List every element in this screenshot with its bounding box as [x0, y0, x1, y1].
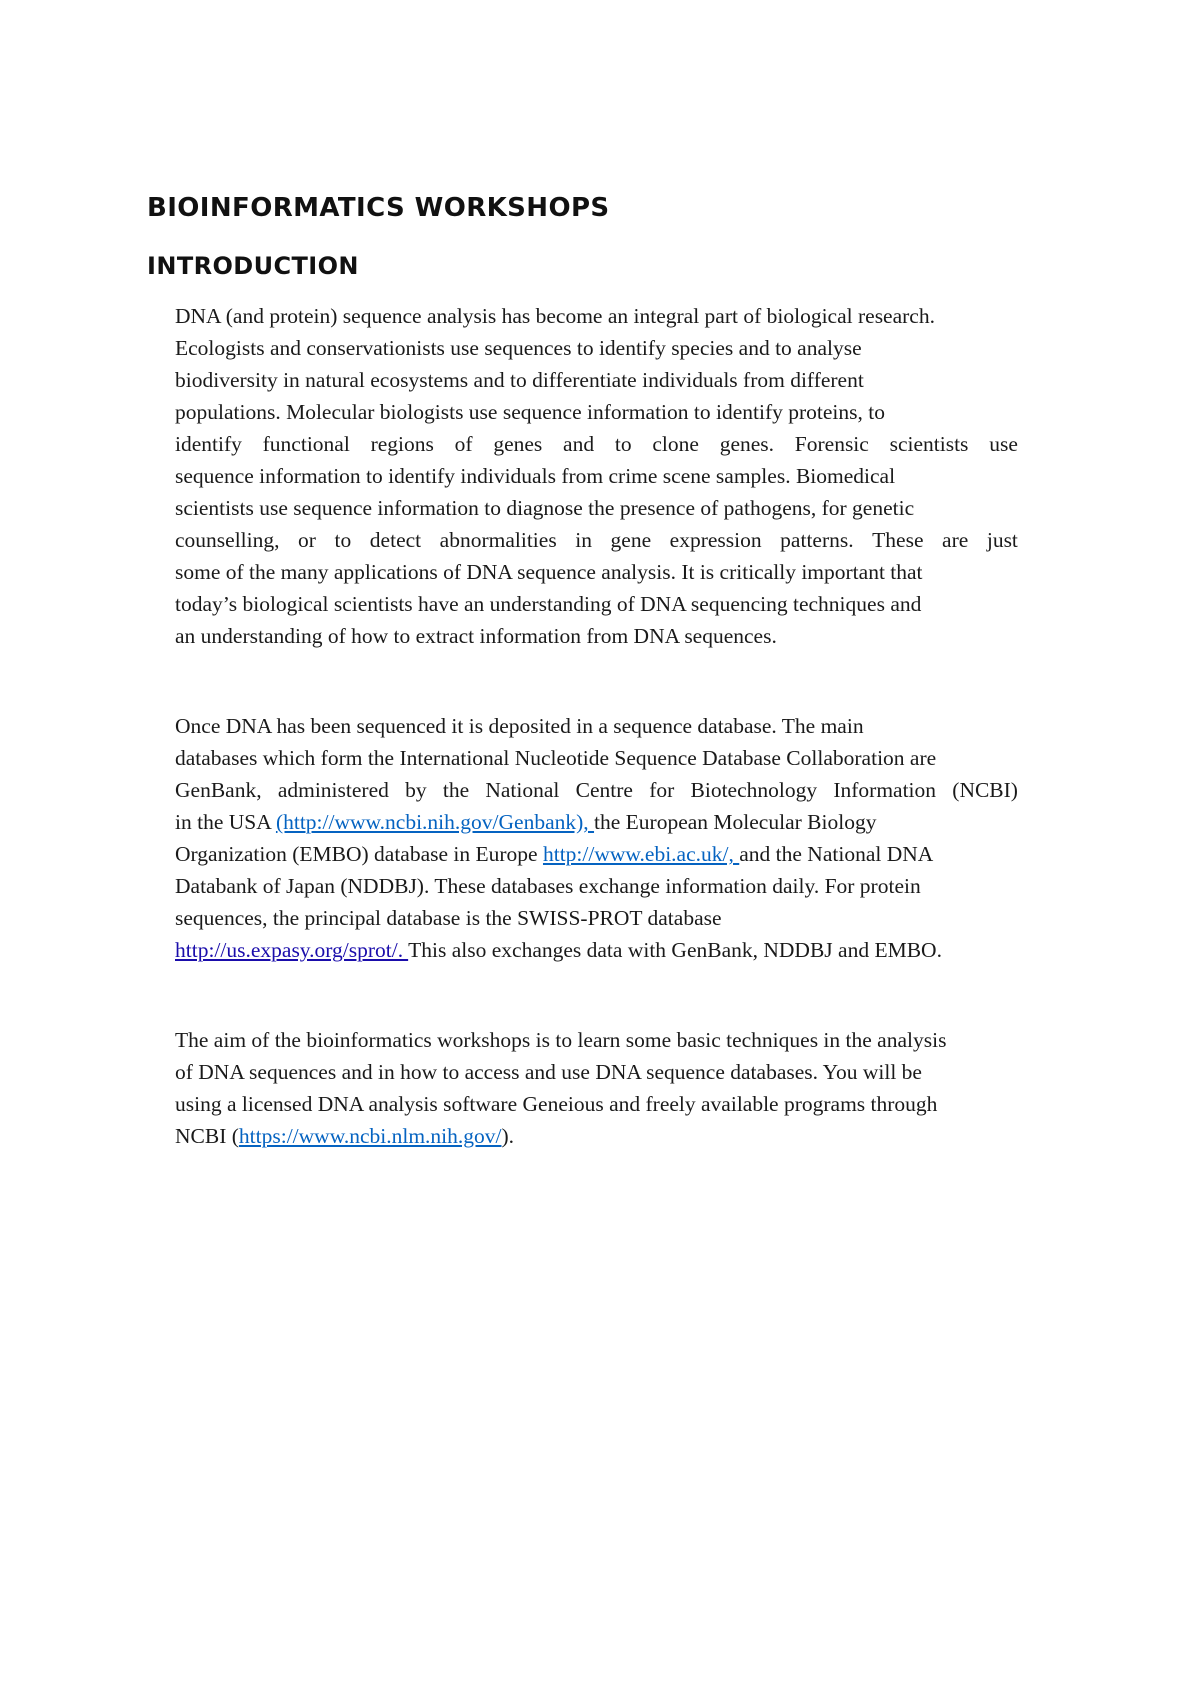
word: use: [989, 432, 1018, 456]
expasy-link[interactable]: http://us.expasy.org/sprot/.: [175, 938, 409, 962]
word: of: [454, 432, 473, 456]
word: regions: [370, 432, 434, 456]
word: Forensic: [794, 432, 869, 456]
line-text: ).: [501, 1124, 515, 1148]
word: abnormalities: [439, 528, 557, 552]
intro-paragraph-2: [175, 710, 1075, 966]
line-text: and the National DNA: [739, 842, 934, 866]
word: to: [614, 432, 632, 456]
word: the: [442, 778, 470, 802]
genbank-link[interactable]: (http://www.ncbi.nih.gov/Genbank),: [275, 810, 595, 834]
paragraph-line: DNA (and protein) sequence analysis has become an integral part of biological research.: [175, 304, 935, 328]
justified-line: [175, 428, 1018, 460]
word: GenBank,: [175, 778, 262, 802]
paragraph-line: Ecologists and conservationists use sequences to identify species and to analyse: [175, 336, 862, 360]
word: or: [298, 528, 316, 552]
paragraph-line: populations. Molecular biologists use sequence information to identify proteins, to: [175, 400, 885, 424]
line-text: Organization (EMBO) database in Europe: [175, 842, 543, 866]
paragraph-line: databases which form the International Nucleotide Sequence Database Collaboration are: [175, 746, 937, 770]
word: clone: [652, 432, 699, 456]
word: Centre: [575, 778, 633, 802]
paragraph-line: Once DNA has been sequenced it is deposited in a sequence database. The main: [175, 714, 864, 738]
word: just: [986, 528, 1018, 552]
paragraph-line: [175, 838, 1075, 870]
line-text: the European Molecular Biology: [594, 810, 877, 834]
document-title: BIOINFORMATICS WORKSHOPS: [147, 193, 610, 223]
paragraph-line: sequences, the principal database is the SWISS-PROT database: [175, 906, 722, 930]
word: Information: [833, 778, 937, 802]
ncbi-link[interactable]: https://www.ncbi.nlm.nih.gov/: [238, 1124, 502, 1148]
word: scientists: [889, 432, 969, 456]
word: patterns.: [780, 528, 854, 552]
word: to: [334, 528, 352, 552]
word: are: [942, 528, 969, 552]
word: Biotechnology: [690, 778, 818, 802]
justified-line: [175, 524, 1018, 556]
word: by: [405, 778, 427, 802]
paragraph-line: an understanding of how to extract information from DNA sequences.: [175, 624, 777, 648]
paragraph-line: [175, 806, 1075, 838]
word: (NCBI): [952, 778, 1018, 802]
word: and: [563, 432, 595, 456]
paragraph-line: The aim of the bioinformatics workshops is to learn some basic techniques in the analysis: [175, 1028, 947, 1052]
word: in: [575, 528, 592, 552]
word: National: [485, 778, 560, 802]
paragraph-line: scientists use sequence information to diagnose the presence of pathogens, for genetic: [175, 496, 915, 520]
paragraph-line: [175, 1120, 1075, 1152]
ebi-link[interactable]: http://www.ebi.ac.uk/,: [542, 842, 740, 866]
word: identify: [175, 432, 242, 456]
paragraph-line: [175, 934, 1075, 966]
intro-paragraph-3: [175, 1024, 1075, 1152]
intro-paragraph-1: [175, 300, 1075, 652]
line-text: NCBI (: [175, 1124, 239, 1148]
section-heading-introduction: INTRODUCTION: [147, 252, 359, 280]
word: administered: [277, 778, 389, 802]
paragraph-line: biodiversity in natural ecosystems and to differentiate individuals from different: [175, 368, 864, 392]
paragraph-line: of DNA sequences and in how to access and use DNA sequence databases. You will be: [175, 1060, 922, 1084]
justified-line: [175, 774, 1018, 806]
word: detect: [369, 528, 422, 552]
paragraph-line: using a licensed DNA analysis software Geneious and freely available programs through: [175, 1092, 938, 1116]
paragraph-line: some of the many applications of DNA sequence analysis. It is critically important that: [175, 560, 923, 584]
word: gene: [610, 528, 652, 552]
word: These: [872, 528, 924, 552]
paragraph-line: sequence information to identify individuals from crime scene samples. Biomedical: [175, 464, 896, 488]
word: for: [649, 778, 675, 802]
paragraph-line: Databank of Japan (NDDBJ). These databases exchange information daily. For protein: [175, 874, 921, 898]
word: genes.: [719, 432, 775, 456]
word: counselling,: [175, 528, 280, 552]
line-text: in the USA: [175, 810, 276, 834]
word: genes: [493, 432, 543, 456]
paragraph-line: today’s biological scientists have an understanding of DNA sequencing techniques and: [175, 592, 922, 616]
word: functional: [262, 432, 350, 456]
word: expression: [669, 528, 762, 552]
line-text: This also exchanges data with GenBank, NDDBJ and EMBO.: [408, 938, 942, 962]
